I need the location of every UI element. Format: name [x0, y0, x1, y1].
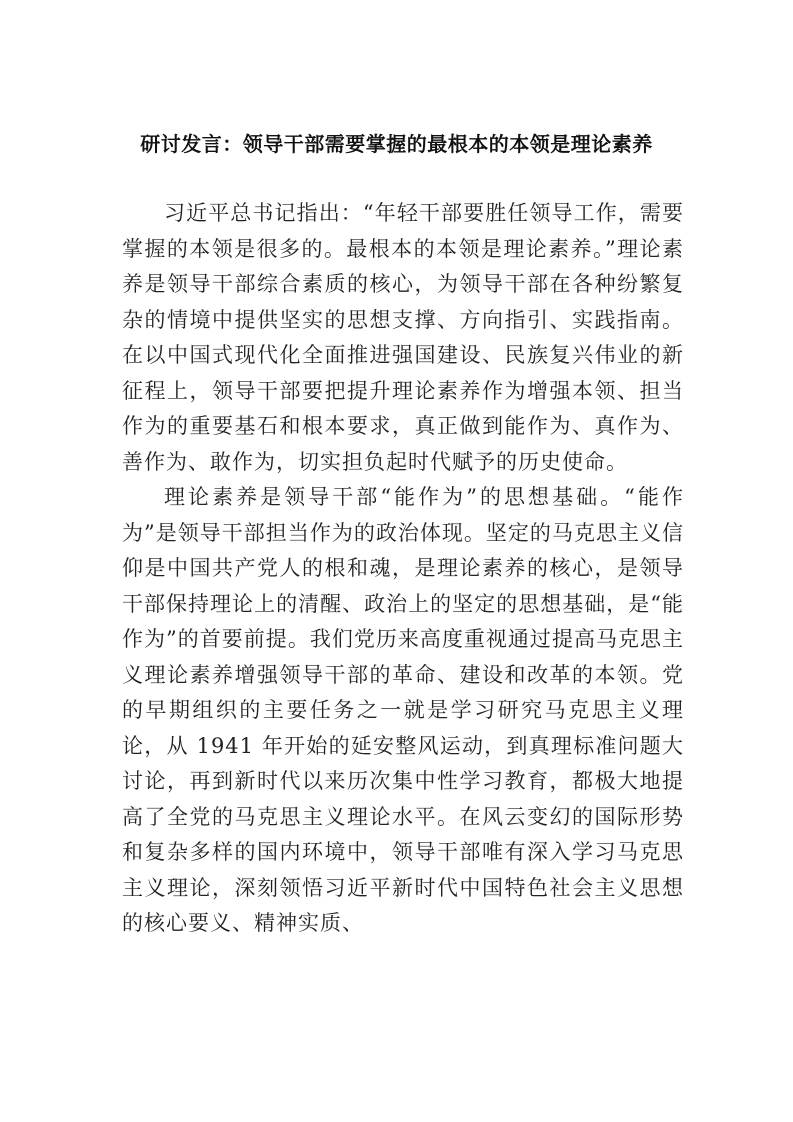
paragraph-2: 理论素养是领导干部“能作为”的思想基础。“能作为”是领导干部担当作为的政治体现。坚定的马克思主义信仰是中国共产党人的根和魂，是理论素养的核心，是领导干部保持理论上的清醒、政治上的坚定的思想基础，是“能作为”的首要前提。我们党历来高度重视通过提高马克思主义理论素养增强领导干部的革命、建设和改革的本领。党的早期组织的主要任务之一就是学习研究马克思主义理论，从 1941 年开始的延安整风运动，到真理标准问题大讨论，再到新时代以来历次集中性学习教育，都极大地提高了全党的马克思主义理论水平。在风云变幻的国际形势和复杂多样的国内环境中，领导干部唯有深入学习马克思主义理论，深刻领悟习近平新时代中国特色社会主义思想的核心要义、精神实质、 — [122, 485, 684, 935]
document-body — [122, 196, 684, 942]
paragraph-1: 习近平总书记指出：“年轻干部要胜任领导工作，需要掌握的本领是很多的。最根本的本领是理论素养。”理论素养是领导干部综合素质的核心，为领导干部在各种纷繁复杂的情境中提供坚实的思想支撑、方向指引、实践指南。在以中国式现代化全面推进强国建设、民族复兴伟业的新征程上，领导干部要把提升理论素养作为增强本领、担当作为的重要基石和根本要求，真正做到能作为、真作为、善作为、敢作为，切实担负起时代赋予的历史使命。 — [122, 201, 684, 474]
document-title: 研讨发言：领导干部需要掌握的最根本的本领是理论素养 — [140, 132, 653, 156]
